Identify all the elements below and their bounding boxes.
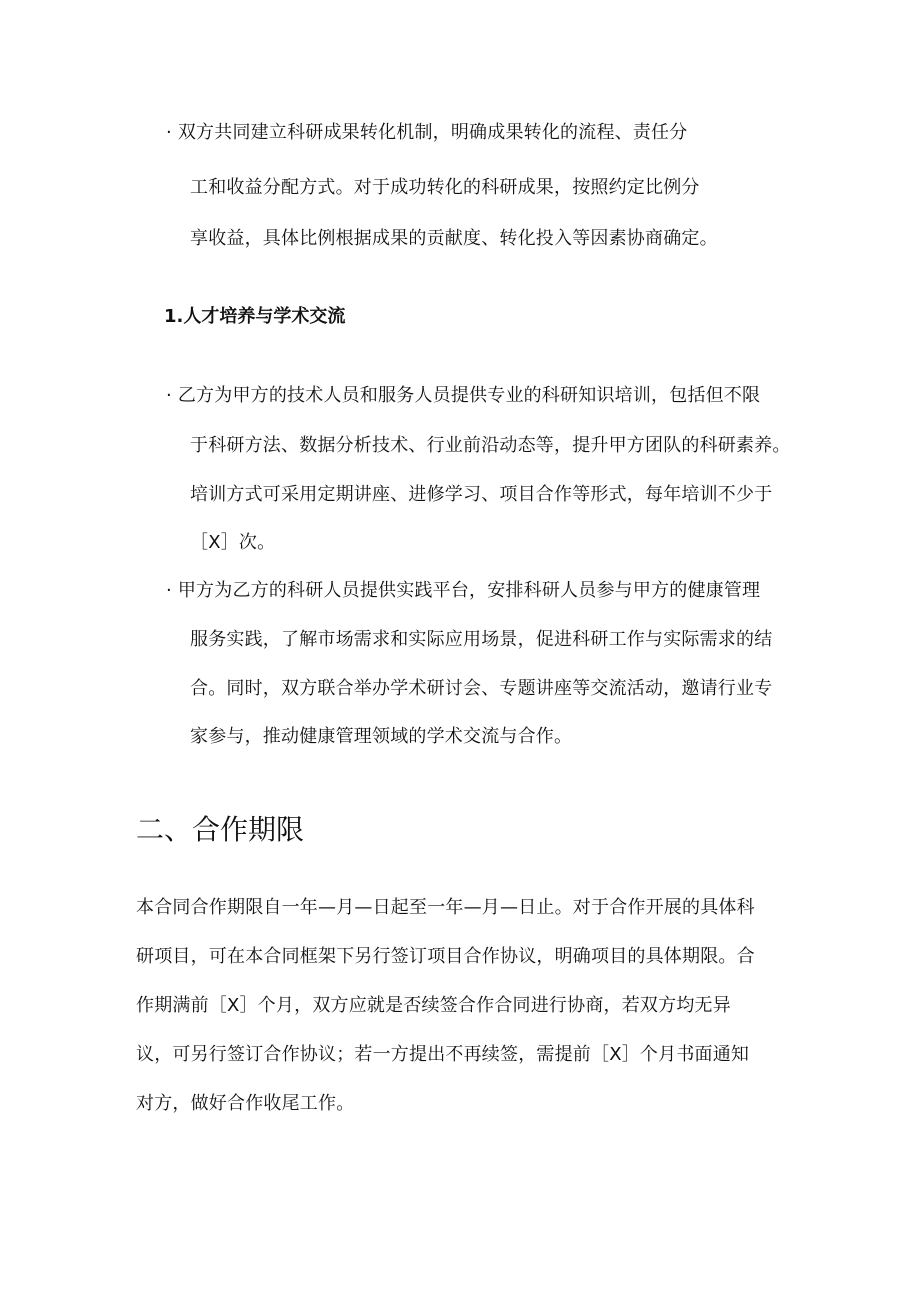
term-para-line2: 研项目，可在本合同框架下另行签订项目合作协议，明确项目的具体期限。合	[136, 946, 755, 967]
bullet3-line3: 合。同时，双方联合举办学术研讨会、专题讲座等交流活动，邀请行业专	[190, 678, 773, 699]
bullet3-line2: 服务实践，了解市场需求和实际应用场景，促进科研工作与实际需求的结	[190, 629, 773, 650]
subheading-talent-training: 1.人才培养与学术交流	[164, 306, 346, 327]
bullet3-line1: · 甲方为乙方的科研人员提供实践平台，安排科研人员参与甲方的健康管理	[166, 580, 761, 601]
bullet2-line2: 于科研方法、数据分析技术、行业前沿动态等，提升甲方团队的科研素养。	[190, 435, 791, 456]
term-para-line4: 议，可另行签订合作协议；若一方提出不再续签，需提前［X］个月书面通知	[136, 1044, 750, 1065]
bullet1-line1: · 双方共同建立科研成果转化机制，明确成果转化的流程、责任分	[166, 122, 688, 143]
term-para-line3: 作期满前［X］个月，双方应就是否续签合作合同进行协商，若双方均无异	[136, 995, 731, 1016]
term-para-line1: 本合同合作期限自一年—月—日起至一年—月—日止。对于合作开展的具体科	[136, 897, 755, 918]
bullet1-line2: 工和收益分配方式。对于成功转化的科研成果，按照约定比例分	[190, 177, 700, 198]
bullet2-line1: · 乙方为甲方的技术人员和服务人员提供专业的科研知识培训，包括但不限	[166, 385, 761, 406]
bullet2-line3: 培训方式可采用定期讲座、进修学习、项目合作等形式，每年培训不少于	[190, 484, 773, 505]
bullet1-line3: 享收益，具体比例根据成果的贡献度、转化投入等因素协商确定。	[190, 228, 718, 249]
bullet3-line4: 家参与，推动健康管理领域的学术交流与合作。	[190, 726, 573, 747]
section-heading-cooperation-term: 二、合作期限	[136, 813, 305, 846]
term-para-line5: 对方，做好合作收尾工作。	[136, 1093, 355, 1114]
bullet2-line4: ［X］次。	[190, 532, 276, 553]
